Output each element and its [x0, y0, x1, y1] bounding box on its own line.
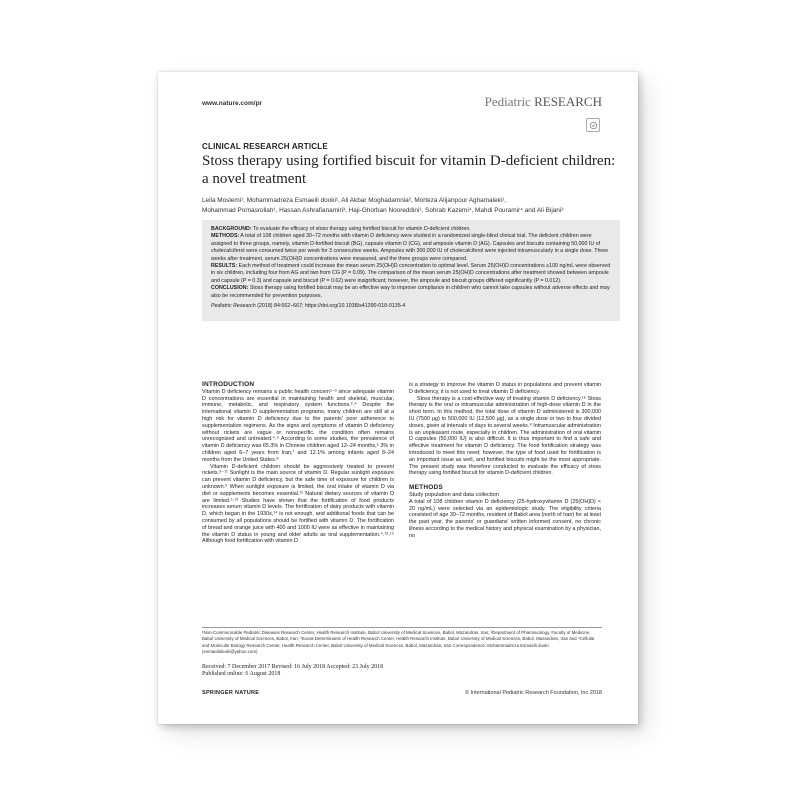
- copyright-notice: © International Pediatric Research Foundation, Inc 2018: [464, 690, 602, 696]
- journal-url[interactable]: www.nature.com/pr: [202, 100, 263, 107]
- abstract-results-text: Each method of treatment could increase the mean serum 25(OH)D concentration to optimal level. Serum 25(OH)D concentrations ≥100 ng/mL were observed in six children, including four from AG and two from CG (P = 0.09). The comparison of the mean serum 25(OH)D concentrations after treatment showed between ampoule and capsule (P = 0.3) and capsule and biscuit (P = 0.62) were insignificant; however, the ampoule and biscuit groups differed significantly (P = 0.012).: [211, 263, 611, 284]
- abstract-methods-label: METHODS:: [211, 233, 240, 240]
- right-paragraph-2: Stoss therapy is a cost-effective way of treating vitamin D deficiency.¹⁶ Stoss therapy is the oral or intramuscular administration of high-dose vitamin D in the short term. In this method, the total dose of vitamin D administered is 300,000 IU (7500 μg) to 500,000 IU (12,500 μg), as a single dose or two to four divided doses, given at intervals of days to several weeks.⁹ Intramuscular administration is an unpleasant route, especially in children. The administration of oral vitamin D capsules (50,000 IU) is also difficult. It is thus important to find a safe and effective treatment for vitamin D deficiency. The food fortification strategy was introduced to meet this need; however, the type of food used for fortification is an important issue as well, and fortified biscuits might be the most appropriate. The present study was therefore conducted to evaluate the efficacy of stoss therapy using fortified biscuit for vitamin D-deficient children.: [409, 395, 601, 477]
- citation-doi[interactable]: (2018) 84:662–667; https://doi.org/10.1038/s41390-018-0135-4: [255, 303, 406, 310]
- author-list: [202, 196, 612, 215]
- publisher-logo: SPRINGER NATURE: [202, 690, 260, 696]
- article-title: Stoss therapy using fortified biscuit for vitamin D-deficient children: a novel treatment: [202, 153, 616, 187]
- authors-line-2: Mohammad Pornasrollah¹, Hassan Ashrafianamiri³, Haji-Ghorban Nooreddini¹, Sohrab Kazemi⁴, Mahdi Pouramir⁴ and Ali Bijani³: [202, 206, 564, 214]
- publication-dates: [202, 664, 502, 679]
- abstract-methods-text: A total of 108 children aged 30–72 months with vitamin D deficiency were studied in a randomized single-blind clinical trial. The deficient children were assigned to three groups, namely, vitamin D-fortified biscuit (BG), capsule vitamin D (CG), and ampoule vitamin D (AG). Capsules and biscuits containing 50,000 IU of cholecalciferol were consumed twice per week for 3 consecutive weeks. Ampoules with 300,000 IU of cholecalciferol were injected intramuscularly in a single dose. Three weeks after treatment, serum 25(OH)D concentrations were measured, and the three groups were compared.: [211, 233, 609, 262]
- check-for-updates-icon[interactable]: [586, 118, 600, 132]
- footnote-divider: [202, 627, 602, 628]
- dates-line-2: Published online: 6 August 2018: [202, 671, 281, 678]
- abstract-results-label: RESULTS:: [211, 263, 238, 270]
- abstract-box: [202, 220, 620, 321]
- journal-logo: [485, 94, 602, 110]
- abstract-conclusion: [211, 285, 611, 300]
- methods-paragraph-1: A total of 108 children vitamin D deficiency (25-hydroxyvitamin D (25(OH)D) < 20 ng/mL) were selected via an epidemiologic study. The eligibility criteria consisted of age 30–72 months, resident of Babol area (north of Iran) for at least the past year, the parents' or guardians' written informed consent, no chronic illness according to the medical history and physical examination by a physician, no: [409, 498, 601, 539]
- methods-section: [409, 485, 601, 539]
- paper-page: [158, 72, 638, 724]
- methods-subheading: Study population and data collection: [409, 491, 499, 498]
- body-column-right: [409, 382, 601, 540]
- abstract-background-text: To evaluate the efficacy of stoss therapy using fortified biscuit for vitamin D-deficient children.: [251, 226, 471, 232]
- abstract-results: [211, 263, 611, 285]
- abstract-methods: [211, 233, 611, 263]
- intro-paragraph-1: Vitamin D deficiency remains a public health concern¹⁻³ since adequate vitamin D concentrations are essential in maintaining health and skeletal, muscular, immune, metabolic, and respiratory system functions.²˒⁴ Despite the international vitamin D supplementation programs, many children are still at a high risk for vitamin D deficiency due to the parents' poor adherence to supplementation regimens. As the signs and symptoms of vitamin D deficiency without rickets are vague or nonspecific, the condition often remains unrecognized and untreated.⁴˒⁵ According to some studies, the prevalence of vitamin D deficiency was 65.3% in Chinese children aged 12–24 months,⁶ 3% in children aged 6–7 years from Iran,⁷ and 12.1% among infants aged 8–24 months from the United States.⁸: [202, 388, 394, 463]
- authors-line-1: Leila Moslemi¹, Mohammadreza Esmaeili dooki¹, Ali Akbar Moghadamnia², Morteza Alijanpour Aghamaleki¹,: [202, 197, 507, 204]
- abstract-conclusion-text: Stoss therapy using fortified biscuit may be an effective way to improve compliance in children who cannot take capsules without adverse effects and may also be recommended for prevention purposes.: [211, 285, 610, 299]
- journal-name-part2: RESEARCH: [534, 94, 602, 109]
- dates-line-1: Received: 7 December 2017 Revised: 16 July 2018 Accepted: 23 July 2018: [202, 664, 384, 670]
- citation-journal: Pediatric Research: [211, 303, 256, 310]
- right-paragraph-1: is a strategy to improve the vitamin D status in populations and prevent vitamin D deficiency, it is not used to treat vitamin D deficiency.: [409, 382, 601, 395]
- affiliations-footnote: ¹Non-Communicable Pediatric Diseases Research Center, Health Research Institute, Babol University of Medical Sciences, Babol, Mazandran, Iran; ²Department of Pharmacology, Faculty of Medicine, Babol University of Medical Sciences, Babol, Iran; ³Social Determinants of Health Research Center, Health Research Institute, Babol University of Medical Sciences, Babol, Mazandran, Iran and ⁴Cellular and Molecular Biology Research Center, Health Research Center, Babol University of Medical Sciences, Babol, Mazandran, Iran Correspondence: Mohammadreza Esmaeili dooki (esmaeilidooki@yahoo.com): [202, 630, 595, 654]
- check-for-updates-glyph: [589, 121, 598, 130]
- methods-heading: METHODS: [409, 484, 443, 492]
- abstract-background-label: BACKGROUND:: [211, 226, 252, 232]
- body-column-left: [202, 382, 394, 545]
- citation[interactable]: [211, 303, 611, 310]
- journal-name-part1: Pediatric: [484, 94, 531, 109]
- article-type: CLINICAL RESEARCH ARTICLE: [202, 142, 328, 151]
- introduction-heading: INTRODUCTION: [202, 381, 255, 388]
- intro-paragraph-2: Vitamin D-deficient children should be aggressively treated to prevent rickets.⁹⁻¹¹ Sunlight is the main source of vitamin D. Regular sunlight exposure can prevent vitamin D deficiency, but the safe time of exposure for children is unknown.⁹ When sunlight exposure is limited, the oral intake of vitamin D via diet or supplements becomes essential.¹² Natural dietary sources of vitamin D are limited.⁵˒¹³ Studies have shown that the fortification of food products increases serum vitamin D levels. The fortification of dairy products with vitamin D, which began in the 1930s,¹⁴ is not enough, and additional foods that can be consumed by all populations should be fortified with vitamin D. The fortification of bread and orange juice with 400 and 1000 IU were as effective in maintaining the vitamin D status in young and older adults as oral supplementation.⁴˒¹²˒¹⁵ Although food fortification with vitamin D: [202, 463, 394, 545]
- abstract-background: [211, 226, 611, 233]
- abstract-conclusion-label: CONCLUSION:: [211, 285, 249, 292]
